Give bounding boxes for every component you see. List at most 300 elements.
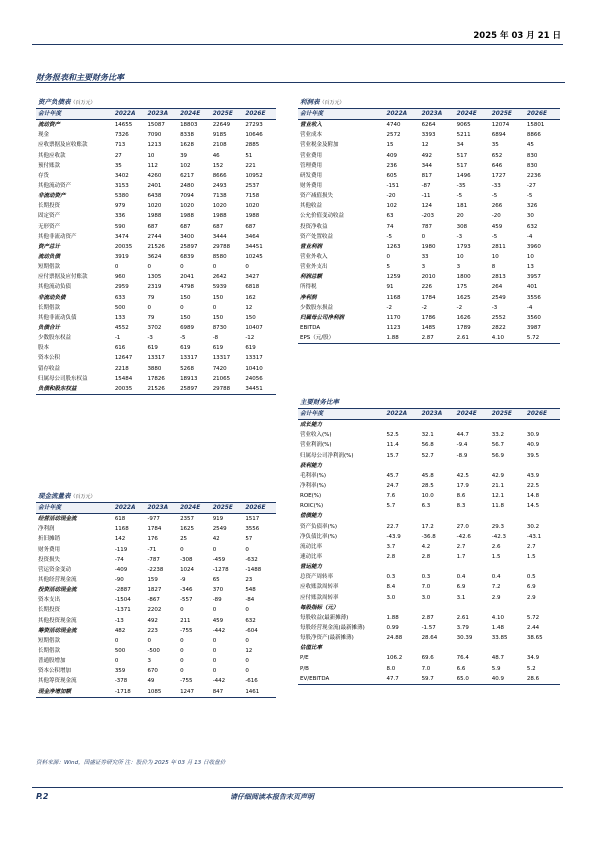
- cell-value: 28.5: [421, 483, 434, 490]
- cell-value: 106.2: [386, 655, 403, 662]
- cell-value: 1786: [421, 314, 436, 321]
- cell-value: 1020: [180, 203, 195, 210]
- cell-value: 1020: [245, 203, 260, 210]
- cell-value: 8: [491, 264, 496, 271]
- cell-value: 10407: [245, 325, 263, 332]
- cell-value: 2236: [526, 172, 541, 179]
- cell-value: 632: [526, 223, 538, 230]
- cell-value: 8338: [180, 132, 195, 139]
- cell-value: 616: [114, 345, 126, 352]
- cell-value: 0: [212, 546, 217, 553]
- row-label: 其他流动资产: [38, 183, 72, 190]
- cell-value: 1517: [245, 516, 260, 523]
- cell-value: 30.9: [526, 432, 540, 439]
- cell-value: 5939: [212, 284, 227, 291]
- cell-value: 49: [147, 678, 155, 685]
- row-label: 流动负债: [38, 254, 61, 261]
- column-header: 2026E: [525, 109, 560, 120]
- column-header: 2025E: [211, 503, 244, 514]
- cell-value: 7.0: [421, 665, 431, 672]
- row-label: 少数股东损益: [300, 304, 334, 311]
- table-row: [298, 461, 560, 471]
- column-header: 2026E: [243, 503, 276, 514]
- row-label: 成长能力: [300, 422, 323, 429]
- cell-value: 359: [114, 668, 126, 675]
- cell-value: 1.5: [526, 554, 536, 561]
- row-label: 短期借款: [38, 637, 61, 644]
- cell-value: 2041: [180, 274, 195, 281]
- cell-value: 5211: [456, 132, 471, 139]
- ratios-title-text: 主要财务比率: [300, 398, 339, 406]
- cell-value: 8666: [212, 172, 227, 179]
- cell-value: 6839: [180, 254, 195, 261]
- cell-value: 0.5: [526, 574, 536, 581]
- row-label: 净利率(%): [300, 483, 327, 490]
- cell-value: 0: [245, 637, 249, 644]
- cell-value: 1024: [180, 566, 195, 573]
- cell-value: 76.4: [456, 655, 469, 662]
- cell-value: 13: [526, 264, 534, 271]
- cell-value: 102: [180, 162, 191, 169]
- cell-value: 336: [114, 213, 126, 220]
- column-header: 2025E: [211, 109, 244, 120]
- cell-value: 45.8: [421, 472, 434, 479]
- cell-value: 3960: [526, 243, 541, 250]
- cell-value: 687: [212, 223, 224, 230]
- cell-value: 2811: [491, 243, 506, 250]
- table-row: [298, 303, 560, 313]
- cell-value: 22649: [212, 122, 231, 129]
- cashflow-table: [36, 490, 276, 698]
- cell-value: -2: [421, 304, 428, 311]
- cell-value: 12647: [114, 355, 133, 362]
- cell-value: 7158: [245, 193, 260, 200]
- cell-value: 1793: [456, 243, 471, 250]
- cell-value: 10410: [245, 365, 263, 372]
- table-row: [298, 582, 560, 592]
- table-row: [36, 272, 276, 282]
- cell-value: 25: [180, 536, 188, 543]
- column-header: 2022A: [113, 503, 146, 514]
- cell-value: 3: [421, 264, 426, 271]
- row-label: 财务费用: [300, 183, 323, 190]
- table-row: [36, 323, 276, 333]
- balance-sheet-table: [36, 96, 276, 395]
- column-header: 2023A: [145, 503, 178, 514]
- cell-value: 44.7: [456, 432, 469, 439]
- cell-value: -42.3: [491, 533, 506, 540]
- table-row: [298, 420, 560, 431]
- cell-value: 30: [526, 213, 534, 220]
- cell-value: 15484: [114, 375, 133, 382]
- cell-value: 59.7: [420, 674, 455, 685]
- cell-value: 787: [421, 223, 433, 230]
- cell-value: [525, 643, 560, 653]
- table-row: [36, 636, 276, 646]
- cell-value: -12: [245, 335, 255, 342]
- cell-value: 14655: [114, 122, 133, 129]
- cell-value: 3556: [526, 294, 541, 301]
- table-row: [36, 222, 276, 232]
- row-label: 营业利润(%): [300, 442, 332, 449]
- cell-value: -3: [147, 335, 153, 342]
- cell-value: 266: [491, 203, 503, 210]
- row-label: 毛利率(%): [300, 472, 327, 479]
- cell-value: 3444: [212, 233, 227, 240]
- cell-value: 619: [245, 345, 256, 352]
- cell-value: 1170: [386, 314, 401, 321]
- cell-value: 79: [147, 294, 155, 301]
- balance-title-text: 资产负债表: [38, 98, 71, 106]
- cell-value: 11.4: [386, 442, 399, 449]
- cell-value: 124: [421, 203, 433, 210]
- cell-value: 18803: [180, 122, 198, 129]
- table-row: [36, 120, 276, 131]
- cell-value: 1213: [147, 142, 162, 149]
- cell-value: 24.88: [386, 635, 403, 642]
- cell-value: -346: [180, 587, 193, 594]
- cell-value: 500: [114, 648, 126, 655]
- cell-value: [525, 511, 560, 521]
- cell-value: 8866: [526, 132, 541, 139]
- cell-value: 43.9: [526, 472, 540, 479]
- cell-value: 12: [245, 648, 253, 655]
- cell-value: 13317: [212, 355, 231, 362]
- cell-value: -2: [456, 304, 463, 311]
- column-header: 2024E: [178, 503, 211, 514]
- cell-value: 370: [212, 587, 224, 594]
- cell-value: -8: [212, 335, 219, 342]
- row-label: 净利润: [38, 526, 55, 533]
- cell-value: 27.0: [456, 523, 469, 530]
- row-label: EV/EBITDA: [298, 674, 384, 685]
- cell-value: 8580: [212, 254, 227, 261]
- cell-value: 10: [456, 254, 464, 261]
- table-row: [36, 384, 276, 395]
- cell-value: 8.6: [456, 493, 466, 500]
- table-row: [298, 151, 560, 161]
- cell-value: 17.2: [421, 523, 434, 530]
- cell-value: 52.5: [386, 432, 399, 439]
- cell-value: -2238: [147, 566, 164, 573]
- cell-value: 6.6: [456, 665, 466, 672]
- cell-value: -35: [456, 183, 466, 190]
- cell-value: 0: [212, 607, 217, 614]
- row-label: 营业费用: [300, 152, 323, 159]
- row-label: 营业外收入: [300, 254, 328, 261]
- cell-value: 39.5: [526, 452, 540, 459]
- cell-value: -557: [180, 597, 193, 604]
- cell-value: 34: [456, 142, 464, 149]
- cell-value: 10.0: [421, 493, 434, 500]
- row-label: 营业税金及附加: [300, 142, 339, 149]
- cell-value: 12: [245, 304, 253, 311]
- cell-value: 4740: [386, 122, 401, 129]
- row-label: 获利能力: [300, 462, 323, 469]
- table-row: [36, 666, 276, 676]
- cell-value: 56.8: [421, 442, 434, 449]
- cell-value: 2202: [147, 607, 162, 614]
- cell-value: 3.0: [386, 594, 396, 601]
- table-row: [298, 211, 560, 221]
- cell-value: 34451: [245, 243, 263, 250]
- cell-value: -5: [491, 233, 498, 240]
- cell-value: 1988: [212, 213, 227, 220]
- cell-value: 10952: [245, 172, 263, 179]
- row-label: 应收票据及应收账款: [38, 142, 88, 149]
- section-divider: [36, 82, 565, 83]
- row-label: 预付账款: [38, 162, 61, 169]
- cell-value: 0: [147, 264, 151, 271]
- column-header: 会计年度: [298, 409, 384, 420]
- cell-value: -43.9: [386, 533, 401, 540]
- cell-value: 0: [245, 668, 249, 675]
- cell-value: 409: [386, 152, 397, 159]
- column-header: 2026E: [243, 109, 276, 120]
- cell-value: 30.2: [526, 523, 540, 530]
- row-label: 投资活动现金流: [38, 587, 77, 594]
- cell-value: 24056: [245, 375, 263, 382]
- balance-title: [36, 96, 276, 108]
- row-label: 无形资产: [38, 223, 61, 230]
- row-label: 资本支出: [38, 597, 61, 604]
- cell-value: 0.4: [491, 574, 501, 581]
- cell-value: 6989: [180, 325, 195, 332]
- cell-value: -442: [212, 627, 226, 634]
- table-row: [36, 232, 276, 242]
- cell-value: 0: [180, 607, 184, 614]
- cell-value: 9065: [456, 122, 471, 129]
- row-label: 资产总计: [38, 243, 61, 250]
- table-row: [36, 353, 276, 363]
- cell-value: 236: [386, 162, 397, 169]
- cell-value: -459: [212, 556, 226, 563]
- cell-value: [490, 511, 525, 521]
- cell-value: 3.79: [456, 625, 469, 632]
- cell-value: 7138: [212, 193, 227, 200]
- cell-value: 1628: [180, 142, 195, 149]
- cell-value: 3402: [114, 172, 129, 179]
- row-label: 现金: [38, 132, 50, 139]
- cell-value: 8.0: [386, 665, 396, 672]
- cell-value: 14.8: [526, 493, 540, 500]
- cell-value: 1980: [421, 243, 436, 250]
- cell-value: 0: [180, 304, 184, 311]
- cell-value: 10: [526, 254, 534, 261]
- cell-value: 22.5: [526, 483, 540, 490]
- cell-value: 69.6: [421, 655, 434, 662]
- cell-value: 2813: [491, 274, 506, 281]
- cell-value: 74: [386, 223, 394, 230]
- column-header: 会计年度: [36, 109, 113, 120]
- cell-value: 3987: [526, 325, 541, 332]
- row-label: 短期借款: [38, 264, 61, 271]
- table-row: [298, 603, 560, 613]
- cell-value: 13317: [180, 355, 198, 362]
- table-row: [298, 562, 560, 572]
- cell-value: 2.61: [456, 614, 469, 621]
- cell-value: 687: [245, 223, 256, 230]
- cell-value: 0: [421, 233, 426, 240]
- cell-value: 152: [212, 162, 224, 169]
- cell-value: 0: [245, 658, 249, 665]
- cell-value: 687: [180, 223, 191, 230]
- cell-value: 0: [245, 264, 249, 271]
- cell-value: 162: [245, 294, 256, 301]
- cell-value: 308: [456, 223, 468, 230]
- cell-value: 0: [245, 607, 249, 614]
- cell-value: 632: [245, 617, 256, 624]
- cell-value: 619: [180, 345, 191, 352]
- row-label: 存货: [38, 172, 50, 179]
- cell-value: 12074: [491, 122, 510, 129]
- cell-value: 150: [180, 314, 191, 321]
- cell-value: 7094: [180, 193, 195, 200]
- column-header: 2023A: [145, 109, 178, 120]
- cell-value: 0: [114, 658, 119, 665]
- cell-value: 24.7: [386, 483, 399, 490]
- cell-value: [420, 461, 455, 471]
- table-row: [298, 130, 560, 140]
- cell-value: 2108: [212, 142, 227, 149]
- table-row: [36, 545, 276, 555]
- cell-value: 12.1: [491, 493, 504, 500]
- table-row: [298, 572, 560, 582]
- cell-value: 1784: [421, 294, 436, 301]
- cell-value: 63: [386, 213, 394, 220]
- cell-value: 15087: [147, 122, 165, 129]
- table-row: [36, 514, 276, 525]
- cell-value: 500: [114, 304, 126, 311]
- row-label: ROE(%): [300, 493, 322, 500]
- row-label: 应付票据及应付账款: [38, 274, 88, 281]
- cell-value: -1488: [245, 566, 262, 573]
- table-row: [298, 491, 560, 501]
- table-row: [36, 575, 276, 585]
- cell-value: 687: [147, 223, 158, 230]
- cell-value: 5380: [114, 193, 129, 200]
- cell-value: 0: [180, 668, 184, 675]
- cell-value: 23: [245, 577, 253, 584]
- cell-value: [490, 603, 525, 613]
- row-label: 其他投资现金流: [38, 617, 77, 624]
- row-label: 每股经营现金流(最新摊薄): [300, 625, 365, 632]
- cell-value: 29788: [212, 243, 231, 250]
- table-row: [298, 140, 560, 150]
- cell-value: 29788: [211, 384, 244, 395]
- cell-value: -442: [212, 678, 226, 685]
- cell-value: 45.7: [386, 472, 399, 479]
- cell-value: -755: [180, 627, 193, 634]
- table-row: [298, 252, 560, 262]
- cell-value: 459: [212, 617, 224, 624]
- cell-value: 7.2: [491, 584, 501, 591]
- table-row: [36, 595, 276, 605]
- cell-value: 344: [421, 162, 433, 169]
- cell-value: 492: [421, 152, 433, 159]
- column-header: 2023A: [420, 109, 455, 120]
- table-row: [36, 201, 276, 211]
- cell-value: 13317: [147, 355, 165, 362]
- cell-value: 1085: [145, 687, 178, 698]
- cell-value: 17826: [147, 375, 165, 382]
- cell-value: -119: [114, 546, 128, 553]
- cell-value: 57: [245, 536, 253, 543]
- cell-value: -71: [147, 546, 157, 553]
- cell-value: 817: [421, 172, 433, 179]
- row-label: 营业外支出: [300, 264, 328, 271]
- table-row: [36, 646, 276, 656]
- cell-value: 150: [180, 294, 191, 301]
- cell-value: [455, 420, 490, 431]
- cell-value: 10: [147, 152, 155, 159]
- cell-value: 492: [147, 617, 158, 624]
- row-label: 长期投资: [38, 203, 61, 210]
- cell-value: 27: [114, 152, 122, 159]
- cell-value: 33.85: [491, 635, 508, 642]
- report-date: 2025 年 03 月 21 日: [473, 31, 561, 41]
- cell-value: 1789: [456, 325, 471, 332]
- cell-value: [525, 603, 560, 613]
- table-row: [36, 252, 276, 262]
- cell-value: 0: [245, 546, 249, 553]
- source-note: 资料来源：Wind，国盛证券研究所 注：股价为 2025 年 03 月 13 日收盘价: [36, 760, 226, 766]
- row-label: 其他经营现金流: [38, 577, 77, 584]
- table-row: [36, 151, 276, 161]
- cell-value: -43.1: [526, 533, 542, 540]
- table-row: [298, 522, 560, 532]
- cell-value: 150: [212, 294, 224, 301]
- cell-value: 2.8: [386, 554, 396, 561]
- table-row: [298, 471, 560, 481]
- cell-value: 150: [212, 314, 224, 321]
- table-row: [298, 501, 560, 511]
- column-header: 2026E: [525, 409, 560, 420]
- cell-value: [420, 643, 455, 653]
- table-row: [298, 623, 560, 633]
- cell-value: 176: [147, 536, 158, 543]
- cell-value: 133: [114, 314, 126, 321]
- cell-value: 1827: [147, 587, 162, 594]
- cell-value: 5: [386, 264, 390, 271]
- cell-value: 0.3: [421, 574, 431, 581]
- cell-value: 2744: [147, 233, 162, 240]
- table-row: [298, 440, 560, 450]
- cell-value: 7090: [147, 132, 162, 139]
- table-row: [298, 171, 560, 181]
- cell-value: 0: [386, 254, 390, 261]
- cell-value: 3474: [114, 233, 129, 240]
- table-row: [298, 262, 560, 272]
- table-row: [298, 593, 560, 603]
- cell-value: 40.9: [490, 674, 525, 685]
- cell-value: 4260: [147, 172, 162, 179]
- table-row: [298, 181, 560, 191]
- column-header: 2023A: [420, 409, 455, 420]
- cell-value: 38.65: [526, 635, 543, 642]
- row-label: 固定资产: [38, 213, 61, 220]
- cell-value: 21526: [147, 243, 165, 250]
- cell-value: 45: [526, 142, 534, 149]
- cell-value: -4: [526, 304, 533, 311]
- cell-value: -1.57: [421, 625, 436, 632]
- cell-value: 1259: [386, 274, 401, 281]
- row-label: 留存收益: [38, 365, 61, 372]
- table-row: [36, 140, 276, 150]
- row-label: 折旧摊销: [38, 536, 61, 543]
- column-header: 2022A: [113, 109, 146, 120]
- cell-value: 0.4: [456, 574, 466, 581]
